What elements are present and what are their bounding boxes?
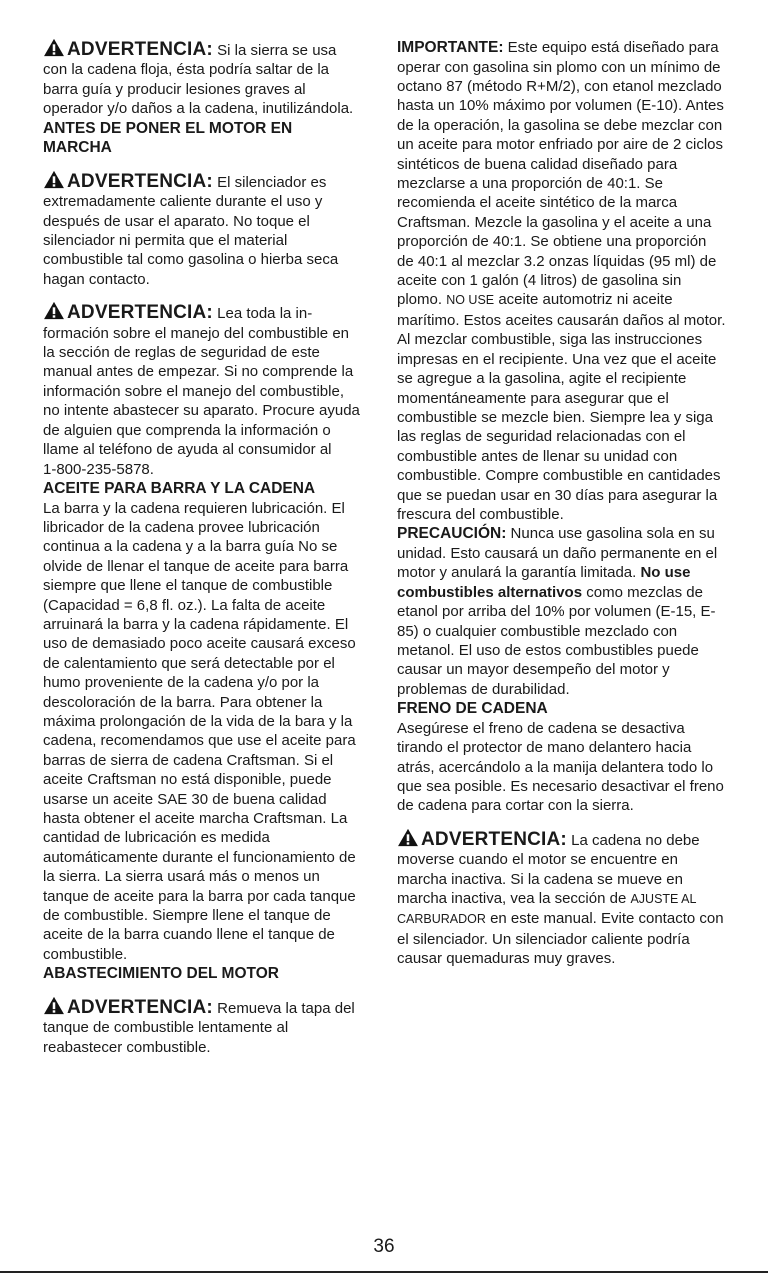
warning-fuel-cap: ADVERTENCIA: Remueva la tapa del tanque de combustible lentamente al reabastecer combustible. [43, 996, 355, 1056]
right-column [397, 38, 727, 969]
caution-label: PRECAUCIÓN: [397, 525, 507, 543]
warning-fuel-info: ADVERTENCIA: Lea toda la in- formación sobre el manejo del combustible en la sección de reglas de seguridad de este manual antes de empezar. Si no comprende la información sobre el manejo del combustible, no intente abastecer su aparato. Procure ayuda de alguien que comprenda la información o llame al teléfono de ayuda al consumidor al 1-800-235-5878. [43, 302, 360, 478]
important-label: IMPORTANTE: [397, 39, 504, 56]
heading-bar-chain-oil: ACEITE PARA BARRA Y LA CADENA [43, 479, 316, 497]
warning-triangle-icon [397, 828, 419, 847]
warning-title: ADVERTENCIA: [421, 828, 567, 850]
bottom-rule [0, 1271, 768, 1273]
important-paragraph: IMPORTANTE: Este equipo está diseñado para operar con gasolina sin plomo con un mínimo de octano 87 (método R+M/2), con etanol mezclado hasta un 10% máximo por volumen (E-10). Antes de la operación, la gasolina se debe mezclar con un aceite para motor enfriado por aire de 2 ciclos sintéticos de buena calidad diseñado para mezclarse a una proporción de 40:1. Se recomienda el aceite sintético de la marca Craftsman. Mezcle la gasolina y el aceite a una proporción de 40:1. Se obtiene una proporción de 40:1 al mezclar 3.2 onzas líquidas (95 ml) de aceite con 1 galón (4 litros) de gasolina sin plomo. NO USE aceite automotriz ni aceite marítimo. Estos aceites causarán daños al motor. Al mezclar combustible, siga las instrucciones impresas en el recipiente. Una vez que el aceite se agregue a la gasolina, agite el recipiente momentáneamente para asegurar que el combustible se mezcle bien. Siempre lea y siga las reglas de seguridad relacionadas con el combustible antes de llenar su unidad con combustible. Compre combustible en cantidades que se puedan usar en 30 días para asegurar la frescura del combustible. [397, 39, 726, 523]
heading-engine-fueling: ABASTECIMIENTO DEL MOTOR [43, 965, 279, 983]
oil-paragraph: La barra y la cadena requieren lubricación. El libricador de la cadena provee lubricación continua a la cadena y a la barra guía No se olvide de llenar el tanque de aceite para barra siempre que llene el tanque de combustible (Capacidad = 6,8 fl. oz.). La falta de aceite arruinará la barra y la cadena rápidamente. El uso de demasiado poco aceite causará exceso de calentamiento que será detectable por el humo proveniente de la cadena y/o por la descoloración de la barra. Para obtener la máxima prolongación de la vida de la bara y la cadena, recomendamos que use el aceite para barras de sierra de cadena Craftsman. Si el aceite Craftsman no está disponible, puede usarse un aceite SAE 30 de buena calidad hasta obtener el aceite marcha Craftsman. La cantidad de lubricación es medida automáticamente durante el funcionamiento de la sierra. La sierra usará más o menos un tanque de aceite para la barra por cada tanque de combustible. Siempre llene el tanque de aceite de la barra cuando llene el tanque de combustible. [43, 499, 356, 963]
warning-chain-loose: ADVERTENCIA: Si la sierra se usa con la cadena floja, ésta podría saltar de la barra guía y producir lesiones graves al operador y/o daños a la cadena, inutilizándola. [43, 39, 354, 118]
warning-triangle-icon [43, 170, 65, 189]
carburetor-reference: AJUSTE AL CARBURADOR [397, 892, 697, 927]
caution-paragraph: PRECAUCIÓN: Nunca use gasolina sola en su unidad. Esto causará un daño permanente en el motor y anulará la garantía limitada. No use combustibles alternativos como mezclas de etanol por arriba del 10% por volumen (E-15, E-85) o cualquier combustible mezclado con metanol. El uso de estos combustibles puede causar un mayor desempeño del motor y problemas de durabilidad. [397, 525, 718, 698]
warning-title: ADVERTENCIA: [67, 996, 213, 1018]
brake-paragraph: Asegúrese el freno de cadena se desactiva tirando el protector de mano delantero hacia atrás, acercándolo a la manija delantera todo lo que sea posible. Es necesario desactivar el freno de cadena para cortar con la sierra. [397, 719, 724, 815]
warning-muffler: ADVERTENCIA: El silenciador es extremadamente caliente durante el uso y después de usar el aparato. No toque el silenciador ni permita que el material combustible tal como gasolina o hierba seca hagan contacto. [43, 170, 339, 288]
page-number: 36 [373, 1236, 395, 1257]
warning-chain-idle: ADVERTENCIA: La cadena no debe moverse cuando el motor se encuentre en marcha inactiva. Si la cadena se mueve en marcha inactiva, vea la sección de AJUSTE AL CARBURADOR en este manual. Evite contacto con el silenciador. Un silenciador caliente podría causar quemaduras muy graves. [397, 828, 724, 968]
warning-title: ADVERTENCIA: [67, 39, 213, 60]
left-column [43, 38, 363, 1057]
warning-title: ADVERTENCIA: [67, 302, 213, 324]
helpline-phone: 1-800-235-5878. [43, 460, 154, 478]
warning-title: ADVERTENCIA: [67, 170, 213, 192]
warning-triangle-icon [43, 38, 65, 57]
heading-chain-brake: FRENO DE CADENA [397, 700, 548, 718]
warning-triangle-icon [43, 301, 65, 320]
warning-triangle-icon [43, 996, 65, 1015]
heading-before-start: ANTES DE PONER EL MOTOR EN MARCHA [43, 119, 293, 157]
